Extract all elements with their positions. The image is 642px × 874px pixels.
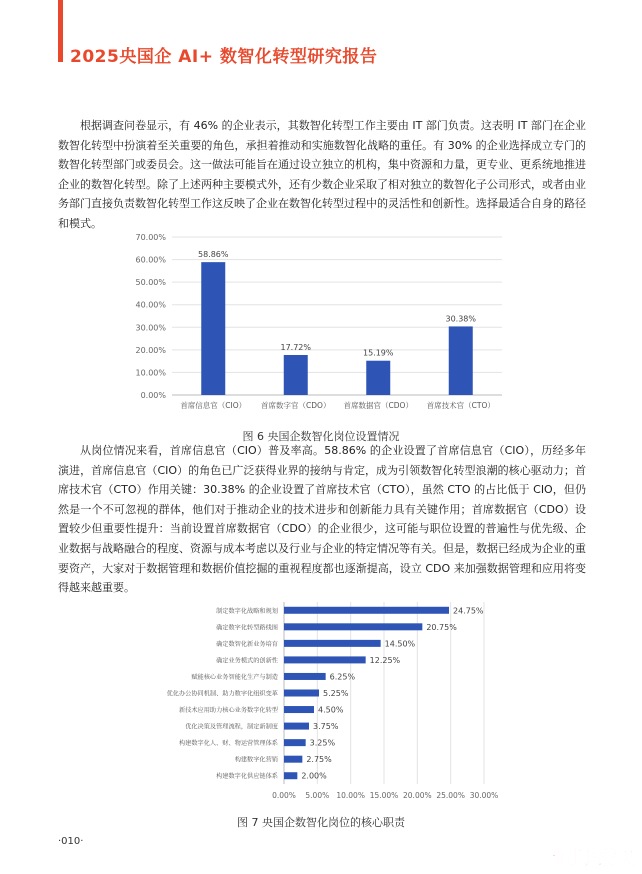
bar-value-label: 20.75% [426, 622, 457, 632]
bar [284, 706, 314, 713]
bar [449, 326, 473, 395]
bar-value-label: 2.75% [306, 755, 332, 765]
figure-6-caption: 图 6 央国企数智化岗位设置情况 [242, 430, 400, 443]
y-tick-label: 60.00% [135, 255, 166, 265]
y-category-label: 制定数字化战略和规划 [216, 607, 278, 615]
y-tick-label: 20.00% [135, 345, 166, 355]
bar-value-label: 5.25% [323, 689, 349, 698]
bar [284, 723, 309, 730]
bar-value-label: 30.38% [445, 314, 477, 324]
header-accent-bar [58, 0, 63, 62]
x-category-label: 首席数据官（CDO） [343, 401, 413, 410]
bar [284, 772, 297, 779]
bar-value-label: 3.25% [309, 738, 336, 748]
position-setup-bar-chart [0, 228, 642, 424]
y-category-label: 优化办公协同机制、助力数字化组织变革 [166, 690, 278, 698]
bar-value-label: 17.72% [280, 343, 312, 353]
bar [284, 640, 381, 647]
core-responsibility-bar-chart [0, 600, 642, 810]
bar-value-label: 6.25% [329, 672, 356, 682]
bar [284, 739, 306, 746]
y-tick-label: 70.00% [135, 233, 166, 242]
bar-value-label: 58.86% [197, 250, 229, 260]
y-category-label: 构建数字化供应链体系 [216, 773, 278, 781]
bar-value-label: 14.50% [384, 639, 416, 649]
bar [284, 690, 319, 697]
y-category-label: 确定数字化转型路线图 [216, 624, 278, 632]
y-tick-label: 50.00% [135, 278, 166, 288]
x-tick-label: 0.00% [272, 791, 296, 800]
bar [366, 361, 390, 395]
bar-value-label: 15.19% [362, 348, 394, 358]
y-category-label: 优化决策及管理流程，制定新制度 [185, 723, 278, 731]
x-tick-label: 15.00% [369, 791, 399, 800]
x-category-label: 首席技术官（CTO） [426, 401, 495, 410]
x-tick-label: 5.00% [305, 791, 330, 800]
y-category-label: 确定数智化新业务培育 [216, 640, 278, 648]
bar-value-label: 3.75% [313, 722, 339, 732]
paragraph-1: 根据调查问卷显示，有 46% 的企业表示，其数智化转型工作主要由 IT 部门负责。这表明 IT 部门在企业数智化转型中扮演着至关重要的角色，承担着推动和实施数智化战略的重任。有 30% 的企业选择成立专门的数智化转型部门或委员会。这一做法可能旨在通过设立独立的机构，集中资源和力量，更专业、更系统地推进企业的数智化转型。除了上述两种主要模式外，还有少数企业采取了相对独立的数智化子公司形式，或者由业务部门直接负责数智化转型工作这反映了企业在数智化转型过程中的灵活性和创新性。选择最适合自身的路径和模式。 [58, 119, 586, 230]
x-category-label: 首席信息官（CIO） [180, 401, 247, 410]
report-title: 2025央国企 AI+ 数智化转型研究报告 [70, 47, 378, 67]
bar [284, 607, 449, 614]
x-tick-label: 20.00% [403, 791, 432, 800]
bar-value-label: 12.25% [369, 655, 401, 665]
bar [284, 756, 302, 763]
y-tick-label: 10.00% [135, 368, 166, 378]
figure-7-caption: 图 7 央国企数智化岗位的核心职责 [237, 816, 405, 829]
x-tick-label: 10.00% [336, 791, 365, 800]
y-tick-label: 40.00% [135, 300, 166, 310]
y-category-label: 构建数字化营销 [234, 756, 278, 764]
bar-value-label: 24.75% [453, 606, 484, 616]
y-category-label: 赋能核心业务智能化生产与制造 [191, 673, 278, 681]
bar [284, 355, 308, 395]
paragraph-2: 从岗位情况来看，首席信息官（CIO）普及率高。58.86% 的企业设置了首席信息官（CIO），历经多年演进，首席信息官（CIO）的角色已广泛获得业界的接纳与肯定，成为引领数智化转型浪潮的核心驱动力；首席技术官（CTO）作用关键：30.38% 的企业设置了首席技术官（CTO），虽然 CTO 的占比低于 CIO，但仍然是一个不可忽视的群体，他们对于推动企业的技术进步和创新能力具有关键作用；首席数据官（CDO）设置较少但重要性提升：当前设置首席数据官（CDO）的企业很少，这可能与职位设置的普遍性与优先级、企业数据与战略融合的程度、资源与成本考虑以及行业与企业的特定情况等有关。但是，数据已经成为企业的重要资产，大家对于数据管理和数据价值挖掘的重视程度都也逐渐提高，设立 CDO 来加强数据管理和应用将变得越来越重要。 [58, 444, 586, 595]
bar [284, 673, 326, 680]
bar-value-label: 4.50% [318, 705, 344, 715]
y-category-label: 确定业务模式的创新性 [216, 657, 278, 665]
bar [284, 623, 422, 630]
x-category-label: 首席数字官（CDO） [261, 401, 331, 410]
bar [284, 656, 366, 663]
y-category-label: 构建数字化人、财、物运营管理体系 [179, 740, 278, 748]
page-number: ·010· [58, 836, 84, 847]
watermark-text: 一同手游网 [537, 845, 637, 869]
y-tick-label: 30.00% [135, 323, 166, 333]
y-category-label: 新技术应用助力核心业务数字化转型 [179, 707, 278, 715]
x-tick-label: 25.00% [436, 791, 465, 800]
x-tick-label: 30.00% [469, 791, 499, 800]
site-watermark-logo [533, 840, 641, 874]
bar-value-label: 2.00% [301, 771, 327, 781]
bar [201, 262, 225, 395]
y-tick-label: 0.00% [140, 391, 166, 400]
